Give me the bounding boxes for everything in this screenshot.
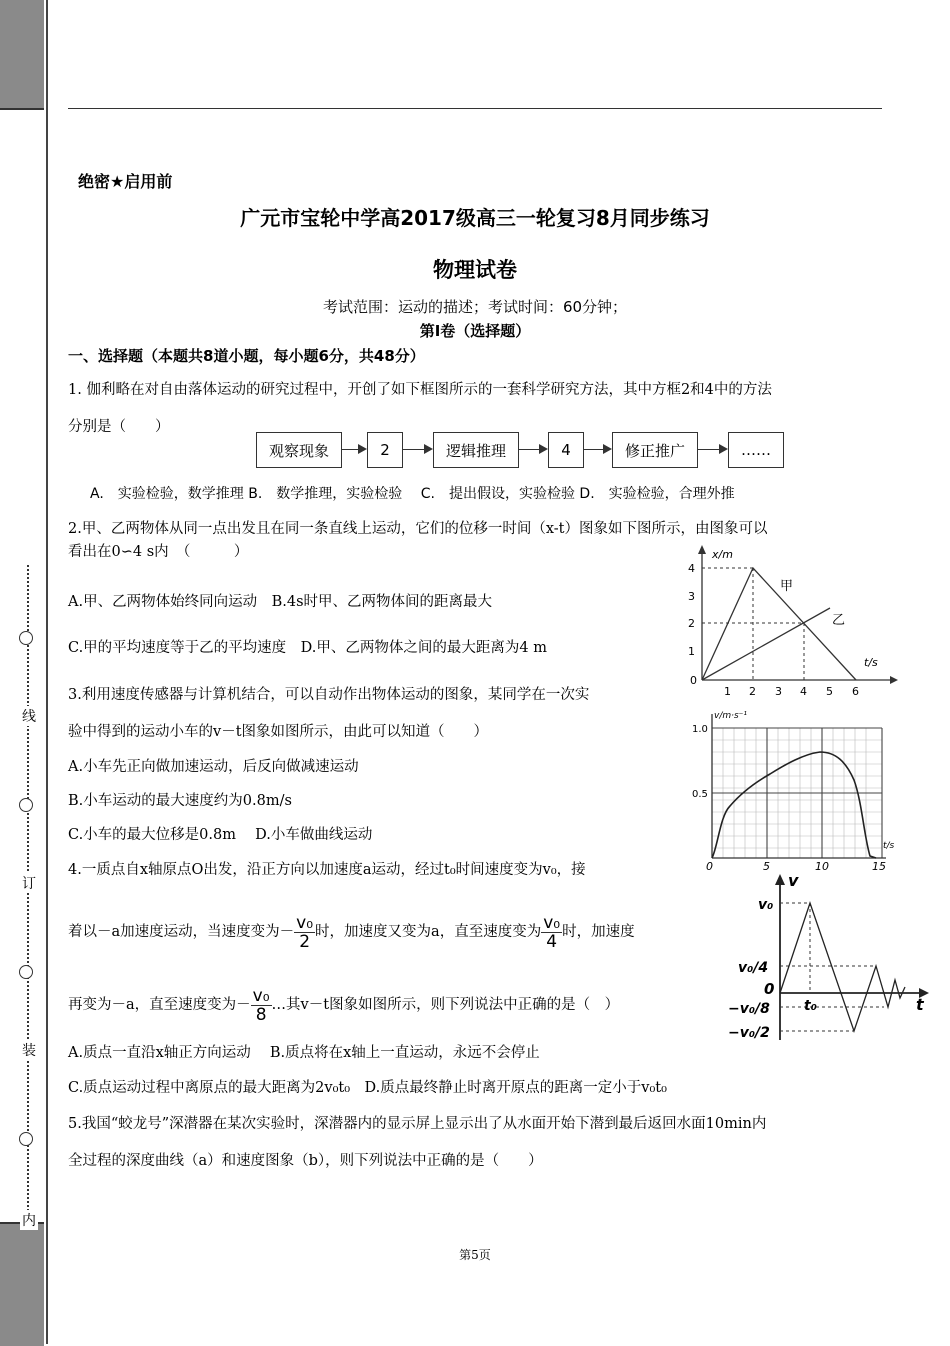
t-axis-label: t [916,995,924,1014]
y-tick: 1 [688,645,695,658]
q4-line3-part-a: 再变为－a，直至速度变为－ [68,997,251,1013]
y-tick: 2 [688,617,695,630]
flow-arrow [402,449,431,450]
origin-label: 0 [690,674,697,687]
q4-vt-graph [724,870,934,1042]
q3-stem-line2: 验中得到的运动小车的v－t图象如图所示，由此可以知道（ ） [68,724,489,740]
fraction-v0-over-2 [294,914,315,951]
q1-stem-line1: 1. 伽利略在对自由落体运动的研究过程中，开创了如下框图所示的一套科学研究方法，其中方框2和4中的方法 [68,382,772,398]
fraction-denominator: 4 [546,931,558,952]
x-tick: 15 [872,860,886,873]
q4-options-cd: C.质点运动过程中离原点的最大距离为2v₀t₀ D.质点最终静止时离开原点的距离一定小于v₀t₀ [68,1080,667,1096]
fraction-numerator: v₀ [543,912,561,933]
y-tick: 4 [688,562,695,575]
exam-subtitle: 物理试卷 [433,258,517,282]
flow-arrow [583,449,610,450]
v-axis-label: v [788,871,799,890]
binding-hole [19,631,33,645]
q2-options-ab: A.甲、乙两物体始终同向运动 B.4s时甲、乙两物体间的距离最大 [68,594,493,610]
q4-stem-line1: 4.一质点自x轴原点O出发，沿正方向以加速度a运动，经过t₀时间速度变为v₀，接 [68,862,586,878]
q4-stem-line2 [68,912,635,952]
x-axis-arrow [890,676,898,684]
q3-options-cd: C.小车的最大位移是0.8m D.小车做曲线运动 [68,827,373,843]
t0-label: t₀ [804,998,817,1014]
q4-line2-part-b: 时，加速度又变为a，直至速度变为 [315,924,542,940]
q2-stem-line2: 看出在0∽4 s内 （ ） [68,544,249,560]
margin-label-ding: 订 [20,873,38,893]
fraction-numerator: v₀ [252,985,270,1006]
q2-stem-line1: 2.甲、乙两物体从同一点出发且在同一条直线上运动，它们的位移一时间（x-t）图象如下图所示，由图象可以 [68,521,768,537]
x-tick: 6 [852,685,859,698]
q3-option-a: A.小车先正向做加速运动，后反向做减速运动 [68,759,359,775]
secret-label: 绝密★启用前 [78,172,173,191]
margin-label-nei: 内 [20,1210,38,1230]
x-tick: 2 [749,685,756,698]
minus-v0-over-2-label: −v₀/2 [728,1025,770,1041]
exam-scope: 考试范围：运动的描述；考试时间：60分钟； [322,298,628,316]
q1-stem-line2: 分别是（ ） [68,419,170,435]
flow-arrow [341,449,365,450]
x-tick: 1 [724,685,731,698]
header-rule [68,108,882,109]
y-tick: 1.0 [692,724,708,735]
x-tick: 5 [763,860,770,873]
flow-arrow [518,449,546,450]
y-axis-label: x/m [712,548,733,561]
fraction-v0-over-4 [541,914,562,951]
volume-heading: 第I卷（选择题） [419,322,531,340]
minus-v0-over-8-label: −v₀/8 [728,1001,770,1017]
major-grid [712,728,882,858]
jia-label: 甲 [780,579,794,594]
q3-vt-graph [686,706,901,876]
q3-option-b: B.小车运动的最大速度约为0.8m/s [68,793,292,809]
velocity-curve [712,752,876,858]
q4-options-ab: A.质点一直沿x轴正方向运动 B.质点将在x轴上一直运动，永远不会停止 [68,1045,540,1061]
q4-stem-line3 [68,985,619,1025]
y-axis-label: v/m·s⁻¹ [714,711,748,721]
x-tick: 4 [800,685,807,698]
flow-arrow [697,449,726,450]
section-heading: 一、选择题（本题共8道小题，每小题6分，共48分） [68,347,425,365]
x-axis-label: t/s [864,656,878,669]
q4-line2-part-c: 时，加速度 [562,924,635,940]
binding-hole [19,1132,33,1146]
q2-options-cd: C.甲的平均速度等于乙的平均速度 D.甲、乙两物体之间的最大距离为4 m [68,640,547,656]
margin-label-zhuang: 装 [20,1040,38,1060]
q1-options: A. 实验检验，数学推理 B. 数学推理，实验检验 C. 提出假设，实验检验 D. 实验检验，合理外推 [90,486,735,502]
fraction-denominator: 2 [299,931,311,952]
velocity-polyline [780,903,905,1031]
flow-box-2: 2 [367,432,403,468]
zero-label: 0 [764,980,775,998]
y-axis-arrow [698,545,706,554]
flow-box-observe: 观察现象 [256,432,342,468]
y-tick: 3 [688,590,695,603]
margin-shade-bottom [0,1222,44,1346]
flow-box-reasoning: 逻辑推理 [433,432,519,468]
fraction-v0-over-8 [251,987,272,1024]
page-number: 第5页 [459,1248,491,1262]
fraction-numerator: v₀ [296,912,314,933]
q4-line2-part-a: 着以－a加速度运动，当速度变为－ [68,924,295,940]
flow-box-4: 4 [548,432,584,468]
q5-stem-line1: 5.我国“蛟龙号”深潜器在某次实验时，深潜器内的显示屏上显示出了从水面开始下潜到最后返回水面10min内 [68,1116,767,1132]
fraction-denominator: 8 [255,1004,267,1025]
x-tick: 10 [815,860,829,873]
v-axis-arrow [775,874,785,885]
x-tick: 0 [706,860,713,873]
exam-title: 广元市宝轮中学高2017级高三一轮复习8月同步练习 [240,206,710,230]
q5-stem-line2: 全过程的深度曲线（a）和速度图象（b），则下列说法中正确的是（ ） [68,1153,543,1169]
yi-label: 乙 [832,613,846,628]
x-tick: 5 [826,685,833,698]
line-yi [702,608,830,680]
x-tick: 3 [775,685,782,698]
flow-box-ellipsis: …… [728,432,784,468]
binding-hole [19,965,33,979]
q3-stem-line1: 3.利用速度传感器与计算机结合，可以自动作出物体运动的图象，某同学在一次实 [68,687,590,703]
x-axis-label: t/s [883,841,895,851]
v0-over-4-label: v₀/4 [738,960,769,976]
y-tick: 0.5 [692,789,708,800]
margin-label-xian: 线 [20,706,38,726]
v0-label: v₀ [758,897,774,913]
q2-xt-graph [680,540,900,700]
margin-shade-top [0,0,44,110]
binding-hole [19,798,33,812]
q4-line3-part-b: …其v－t图象如图所示，则下列说法中正确的是（ ） [271,997,620,1013]
flow-box-generalize: 修正推广 [612,432,698,468]
